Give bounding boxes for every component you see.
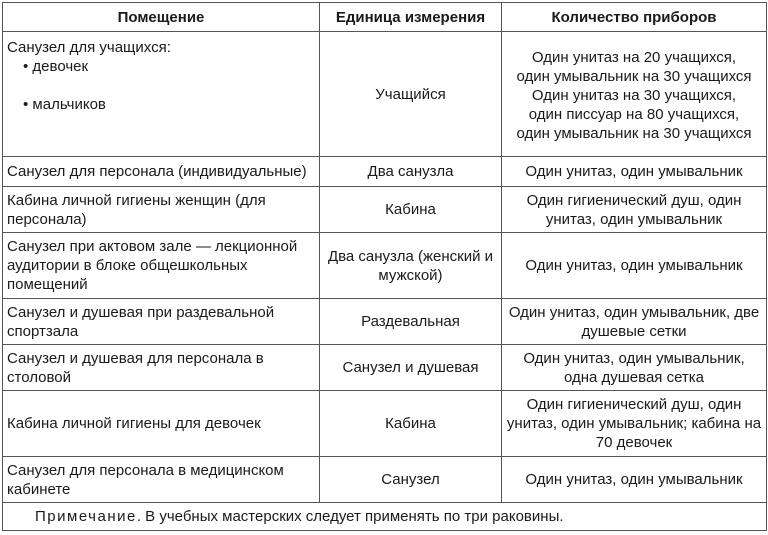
- qty-line: один писсуар на 80 учащихся,: [528, 106, 740, 123]
- qty-line: Один унитаз на 30 учащихся,: [531, 87, 737, 104]
- note-text: . В учебных мастерских следует применять по три раковины.: [136, 508, 564, 525]
- table-row: [3, 391, 767, 457]
- qty-line: Один унитаз на 20 учащихся,: [531, 49, 737, 66]
- table-row: [3, 345, 767, 391]
- fixtures-table: [2, 2, 767, 531]
- room-cell: Санузел для персонала в медицинском кабинете: [3, 457, 320, 503]
- note-row: [3, 503, 767, 531]
- qty-line: один умывальник на 30 учащихся: [516, 68, 752, 85]
- quantity-cell: Один унитаз, один умывальник: [502, 233, 767, 299]
- quantity-cell: Один унитаз, один умывальник: [502, 157, 767, 187]
- room-title: Санузел для учащихся:: [7, 39, 171, 56]
- unit-cell: Санузел: [320, 457, 502, 503]
- room-cell: Кабина личной гигиены для девочек: [3, 391, 320, 457]
- quantity-cell: Один гигиенический душ, один унитаз, один умывальник; кабина на 70 девочек: [502, 391, 767, 457]
- header-quantity: Количество приборов: [502, 3, 767, 32]
- unit-cell: Санузел и душевая: [320, 345, 502, 391]
- unit-cell: Учащийся: [320, 32, 502, 157]
- table-row: [3, 233, 767, 299]
- qty-line: один умывальник на 30 учащихся: [516, 125, 752, 142]
- bullet-girls: • девочек: [23, 58, 89, 75]
- header-room: Помещение: [3, 3, 320, 32]
- header-unit: Единица измерения: [320, 3, 502, 32]
- table-row: [3, 157, 767, 187]
- room-cell: [3, 32, 320, 157]
- bullet-boys: • мальчиков: [23, 96, 106, 113]
- quantity-cell: Один унитаз, один умывальник, одна душевая сетка: [502, 345, 767, 391]
- room-cell: Санузел и душевая для персонала в столовой: [3, 345, 320, 391]
- note-label: Примечание: [35, 508, 137, 525]
- table-row: [3, 457, 767, 503]
- table-header-row: [3, 3, 767, 32]
- note-cell: [3, 503, 767, 531]
- unit-cell: Кабина: [320, 391, 502, 457]
- unit-cell: Раздевальная: [320, 299, 502, 345]
- unit-cell: Кабина: [320, 187, 502, 233]
- unit-cell: Два санузла (женский и мужской): [320, 233, 502, 299]
- unit-cell: Два санузла: [320, 157, 502, 187]
- room-cell: Санузел для персонала (индивидуальные): [3, 157, 320, 187]
- room-cell: Кабина личной гигиены женщин (для персонала): [3, 187, 320, 233]
- room-cell: Санузел и душевая при раздевальной спортзала: [3, 299, 320, 345]
- quantity-cell: Один гигиенический душ, один унитаз, один умывальник: [502, 187, 767, 233]
- quantity-cell: [502, 32, 767, 157]
- quantity-cell: Один унитаз, один умывальник: [502, 457, 767, 503]
- room-cell: Санузел при актовом зале — лекционной аудитории в блоке общешкольных помещений: [3, 233, 320, 299]
- table-row: [3, 32, 767, 157]
- quantity-cell: Один унитаз, один умывальник, две душевые сетки: [502, 299, 767, 345]
- table-row: [3, 299, 767, 345]
- table-row: [3, 187, 767, 233]
